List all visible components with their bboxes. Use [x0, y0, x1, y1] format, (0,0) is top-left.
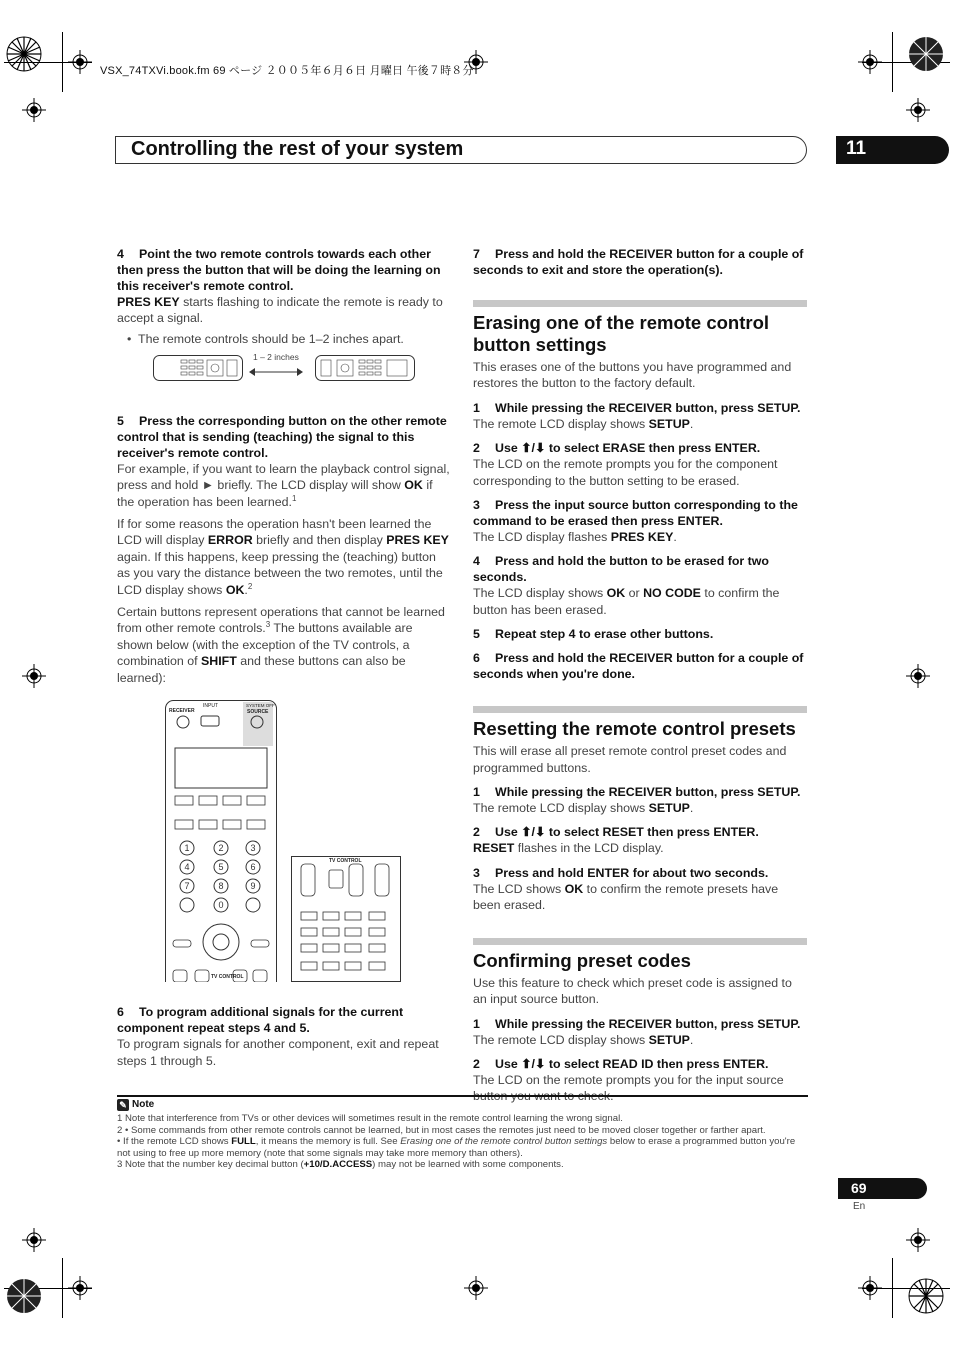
reset-section-title: Resetting the remote control presets [473, 718, 796, 740]
erase-step-2-text: The LCD on the remote prompts you for the component corresponding to the button setting to be erased. [473, 457, 778, 488]
section-rule [473, 938, 807, 945]
step-6-text: To program signals for another component, exit and repeat steps 1 through 5. [117, 1037, 439, 1068]
page-language: En [853, 1201, 866, 1212]
page-number: 69 [851, 1180, 867, 1196]
remote-tv-control-label: TV CONTROL [211, 974, 244, 981]
example-text: For example, if you want to learn the playback control signal, press and hold ► briefly. The LCD display will show OK if the operation has been learned.$^1$ [117, 461, 450, 509]
corner-starburst-icon [908, 36, 944, 72]
left-column [117, 246, 451, 1069]
confirm-step-2: 2 Use ⬆/⬇ to select READ ID then press ENTER. [473, 1056, 769, 1071]
registration-mark-icon [22, 1228, 46, 1252]
certain-buttons-text: Certain buttons represent operations that cannot be learned from other remote controls.$^3$ The buttons available are shown below (with the exception of the TV controls, a combination of SHIFT and these buttons can also be learned): [117, 605, 445, 685]
double-arrow-icon [249, 367, 303, 377]
source-label: SOURCE [247, 709, 269, 716]
erase-intro: This erases one of the buttons you have programmed and restores the button to the factory default. [473, 360, 792, 391]
receiver-label: RECEIVER [169, 708, 195, 715]
confirm-step-2-text: The LCD on the remote prompts you for the input source [473, 1072, 784, 1087]
erase-section-title: Erasing one of the remote control button settings [473, 312, 770, 355]
page-number-tab [838, 1178, 927, 1199]
registration-mark-icon [906, 664, 930, 688]
svg-text:3: 3 [250, 843, 256, 854]
chapter-title: Controlling the rest of your system [131, 138, 464, 160]
corner-starburst-icon [6, 36, 42, 72]
learnable-buttons-illustration [117, 700, 451, 1000]
chapter-number: 11 [846, 138, 867, 159]
svg-text:1: 1 [184, 843, 190, 854]
registration-mark-icon [68, 50, 92, 74]
chapter-number-tab [836, 136, 949, 164]
svg-text:9: 9 [250, 881, 256, 892]
chapter-bar [115, 136, 807, 164]
step-4: 4 Point the two remote controls towards each other then press the button that will be doing the learning on this receiver's remote control. [117, 247, 441, 293]
reset-step-2-text: RESET flashes in the LCD display. [473, 841, 664, 856]
erase-step-5: 5 Repeat step 4 to erase other buttons. [473, 627, 714, 642]
remote-control-diagram [165, 700, 277, 982]
section-rule [473, 300, 807, 307]
svg-text:0: 0 [218, 900, 224, 911]
erase-step-1-text: The remote LCD display shows SETUP. [473, 416, 694, 431]
distance-label: 1 – 2 inches [253, 351, 299, 362]
reset-step-1-text: The remote LCD display shows SETUP. [473, 801, 694, 816]
footnote-2b: • If the remote LCD shows FULL, it means the memory is full. See Erasing one of the remote control button settings below to erase a programmed button you're not using to free up more memory (note that some signals may take more memory than others). [117, 1136, 796, 1159]
svg-text:4: 4 [184, 862, 190, 873]
pres-key-text: PRES KEY starts flashing to indicate the remote is ready to accept a signal. [117, 295, 443, 326]
tv-control-label: TV CONTROL [329, 858, 362, 865]
print-header: VSX_74TXVi.book.fm 69 ページ ２００５年６月６日 月曜日 午後７時８分 [100, 65, 474, 77]
tv-control-diagram [291, 856, 401, 982]
svg-text:6: 6 [250, 862, 256, 873]
notes-rule [117, 1095, 808, 1097]
erase-step-3: 3 Press the input source button corresponding to the command to be erased then press ENTER. [473, 498, 798, 529]
footnote-1: 1 Note that interference from TVs or other devices will sometimes result in the remote control learning the wrong signal. [117, 1113, 623, 1124]
svg-text:7: 7 [184, 881, 190, 892]
error-text: If for some reasons the operation hasn't been learned the LCD will display ERROR briefly and then display PRES KEY again. If this happens, keep pressing the (teaching) button as you vary the distance between the two remotes, until the LCD display shows OK.$^2$ [117, 517, 449, 597]
reset-step-1: 1 While pressing the RECEIVER button, press SETUP. [473, 785, 801, 800]
erase-step-4: 4 Press and hold the button to be erased for two seconds. [473, 554, 769, 585]
footnotes [117, 1113, 808, 1171]
step-5: 5 Press the corresponding button on the other remote control that is sending (teaching) the signal to this receiver's remote control. [117, 413, 447, 460]
confirm-step-1-text: The remote LCD display shows SETUP. [473, 1032, 694, 1047]
svg-text:8: 8 [218, 881, 224, 892]
bullet-distance: • The remote controls should be 1–2 inches apart. [127, 331, 404, 346]
reset-step-2: 2 Use ⬆/⬇ to select RESET then press ENTER. [473, 825, 759, 840]
section-rule [473, 706, 807, 713]
right-column [473, 246, 807, 1105]
erase-step-2: 2 Use ⬆/⬇ to select ERASE then press ENTER. [473, 441, 761, 456]
erase-step-1: 1 While pressing the RECEIVER button, press SETUP. [473, 400, 801, 415]
erase-step-3-text: The LCD display flashes PRES KEY. [473, 530, 677, 545]
input-label: INPUT [203, 703, 218, 710]
note-tag: ✎ Note [117, 1098, 154, 1111]
reset-step-3: 3 Press and hold ENTER for about two seconds. [473, 865, 769, 880]
confirm-step-1: 1 While pressing the RECEIVER button, press SETUP. [473, 1016, 801, 1031]
pencil-note-icon: ✎ [117, 1099, 129, 1111]
registration-mark-icon [22, 664, 46, 688]
remote-horizontal-icon [153, 355, 243, 381]
registration-mark-icon [858, 1276, 882, 1300]
footnote-2a: 2 • Some commands from other remote controls cannot be learned, but in most cases the remotes just need to be moved closer together or farther apart. [117, 1124, 766, 1136]
corner-starburst-icon [6, 1278, 42, 1314]
reset-step-3-text: The LCD shows OK to confirm the remote presets have been erased. [473, 881, 779, 913]
confirm-section-title: Confirming preset codes [473, 949, 691, 971]
footnote-3: 3 Note that the number key decimal button (+10/D.ACCESS) may not be learned with some components. [117, 1159, 564, 1171]
registration-mark-icon [858, 50, 882, 74]
registration-mark-icon [68, 1276, 92, 1300]
erase-step-6: 6 Press and hold the RECEIVER button for a couple of seconds when you're done. [473, 651, 804, 682]
confirm-intro: Use this feature to check which preset code is assigned to an input source button. [473, 975, 792, 1007]
erase-step-4-text: The LCD display shows OK or NO CODE to confirm the button has been erased. [473, 586, 780, 617]
step-7: 7 Press and hold the RECEIVER button for a couple of seconds to exit and store the operation(s). [473, 247, 804, 277]
registration-mark-icon [22, 98, 46, 122]
svg-text:5: 5 [218, 862, 224, 873]
reset-intro: This will erase all preset remote control preset codes and programmed buttons. [473, 744, 787, 775]
registration-mark-icon [906, 98, 930, 122]
step-6: 6 To program additional signals for the current component repeat steps 4 and 5. [117, 1005, 404, 1036]
registration-mark-icon [906, 1228, 930, 1252]
remote-horizontal-icon [315, 355, 415, 381]
svg-text:2: 2 [218, 843, 224, 854]
system-off-label: SYSTEM OFF [246, 703, 275, 709]
remotes-distance-illustration [117, 353, 451, 393]
registration-mark-icon [464, 1276, 488, 1300]
corner-starburst-icon [908, 1278, 944, 1314]
